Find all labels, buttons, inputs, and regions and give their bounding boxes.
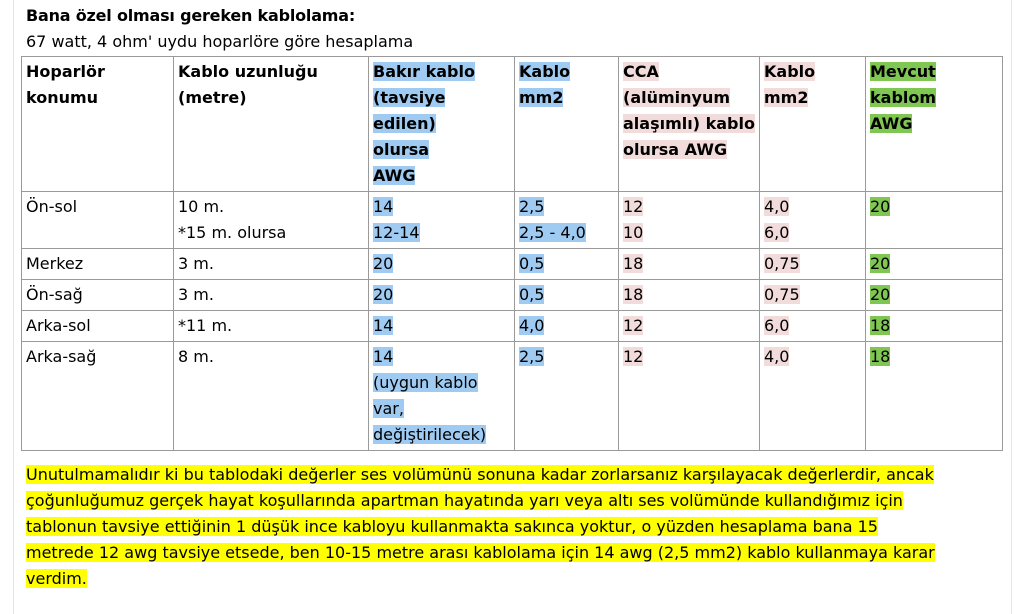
cell-bakir-awg-text: 20 (373, 285, 394, 304)
header-bakir-awg (369, 57, 515, 192)
cell-bakir-mm2-line (519, 194, 614, 220)
cell-uzunluk-line (178, 194, 364, 220)
header-bakir-mm2-text: mm2 (519, 88, 564, 107)
header-uzunluk-text: Kablo uzunluğu (178, 62, 318, 81)
cell-cca-mm2-text: 6,0 (764, 223, 790, 242)
note-line (26, 566, 1016, 592)
cell-uzunluk-text: 3 m. (178, 254, 214, 273)
cell-mevcut (866, 249, 1003, 280)
document-subtitle: 67 watt, 4 ohm' uydu hoparlöre göre hesaplama (26, 32, 414, 51)
header-uzunluk-line (178, 85, 364, 111)
cell-bakir-awg-line (373, 344, 510, 370)
header-bakir-awg-text: olursa (373, 140, 430, 159)
cell-bakir-awg-text: 14 (373, 316, 394, 335)
cell-cca-awg-line (623, 344, 755, 370)
cell-uzunluk (174, 311, 369, 342)
table-row (22, 192, 1003, 249)
header-uzunluk-text: (metre) (178, 88, 247, 107)
cell-cca-mm2-text: 0,75 (764, 254, 800, 273)
cell-konum (22, 342, 174, 451)
cell-mevcut-text: 18 (870, 316, 891, 335)
cell-bakir-awg (369, 192, 515, 249)
cell-konum-text: Arka-sol (26, 316, 91, 335)
cell-cca-mm2-line (764, 282, 861, 308)
cell-mevcut (866, 192, 1003, 249)
cell-cca-awg-text: 12 (623, 316, 644, 335)
cabling-table (21, 56, 1003, 451)
cell-bakir-awg-line (373, 313, 510, 339)
cell-bakir-mm2-line (519, 282, 614, 308)
cell-mevcut-text: 18 (870, 347, 891, 366)
cell-bakir-mm2-text: 0,5 (519, 254, 545, 273)
cell-uzunluk-text: 8 m. (178, 347, 214, 366)
header-cca-mm2-line (764, 59, 861, 85)
cell-konum-line (26, 344, 169, 370)
note-text: Unutulmamalıdır ki bu tablodaki değerler ses volümünü sonuna kadar zorlarsanız karşılayacak değerlerdir, ancak (26, 465, 934, 484)
cell-uzunluk-text: *15 m. olursa (178, 223, 287, 242)
cell-cca-awg-text: 12 (623, 347, 644, 366)
cell-konum-text: Merkez (26, 254, 84, 273)
cell-cca-mm2-text: 4,0 (764, 347, 790, 366)
cell-bakir-mm2-line (519, 251, 614, 277)
cell-konum (22, 280, 174, 311)
cell-bakir-mm2 (515, 311, 619, 342)
cell-bakir-mm2-line (519, 344, 614, 370)
cell-mevcut (866, 311, 1003, 342)
cell-uzunluk-text: 10 m. (178, 197, 225, 216)
cell-bakir-awg-line (373, 282, 510, 308)
header-bakir-mm2-text: Kablo (519, 62, 571, 81)
note-text: verdim. (26, 569, 87, 588)
cell-cca-awg-line (623, 220, 755, 246)
cell-bakir-awg-line (373, 220, 510, 246)
header-mevcut-text: Mevcut (870, 62, 936, 81)
header-cca-awg-line (623, 137, 755, 163)
header-cca-awg-line (623, 85, 755, 111)
cell-konum (22, 311, 174, 342)
cell-mevcut (866, 280, 1003, 311)
header-cca-awg (619, 57, 760, 192)
cell-bakir-mm2 (515, 192, 619, 249)
note-line (26, 540, 1016, 566)
header-cca-awg-line (623, 111, 755, 137)
header-konum-line (26, 59, 169, 85)
cell-cca-awg (619, 280, 760, 311)
cell-cca-awg-text: 18 (623, 254, 644, 273)
cell-bakir-awg-text: değiştirilecek) (373, 425, 487, 444)
header-bakir-awg-line (373, 163, 510, 189)
cell-cca-mm2-text: 0,75 (764, 285, 800, 304)
cell-uzunluk (174, 342, 369, 451)
header-mevcut-line (870, 85, 998, 111)
table-row (22, 311, 1003, 342)
note-text: çoğunluğumuz gerçek hayat koşullarında apartman hayatında yarı veya altı ses volümünde kullandığımız için (26, 491, 903, 510)
cell-cca-awg-line (623, 313, 755, 339)
header-cca-awg-line (623, 59, 755, 85)
header-bakir-mm2-line (519, 59, 614, 85)
cell-cca-mm2 (760, 311, 866, 342)
cell-cca-mm2-line (764, 220, 861, 246)
cell-mevcut-line (870, 344, 998, 370)
header-cca-awg-text: olursa AWG (623, 140, 728, 159)
header-mevcut (866, 57, 1003, 192)
cell-uzunluk-text: 3 m. (178, 285, 214, 304)
cell-bakir-mm2 (515, 249, 619, 280)
cell-mevcut-text: 20 (870, 285, 891, 304)
cell-uzunluk (174, 192, 369, 249)
header-cca-awg-text: alaşımlı) kablo (623, 114, 755, 133)
cell-bakir-mm2-text: 2,5 (519, 347, 545, 366)
cell-konum (22, 249, 174, 280)
cell-uzunluk (174, 249, 369, 280)
cell-konum-line (26, 251, 169, 277)
header-konum (22, 57, 174, 192)
header-mevcut-line (870, 111, 998, 137)
cell-uzunluk-line (178, 344, 364, 370)
header-bakir-mm2 (515, 57, 619, 192)
cell-mevcut-text: 20 (870, 254, 891, 273)
cell-bakir-awg (369, 249, 515, 280)
table-header-row (22, 57, 1003, 192)
header-konum-text: Hoparlör (26, 62, 105, 81)
header-bakir-mm2-line (519, 85, 614, 111)
note-line (26, 514, 1016, 540)
note-line (26, 488, 1016, 514)
table-body (22, 192, 1003, 451)
note-text: metrede 12 awg tavsiye etsede, ben 10-15 metre arası kablolama için 14 awg (2,5 mm2) kablo kullanmaya karar (26, 543, 935, 562)
cell-konum-text: Ön-sağ (26, 285, 83, 304)
cell-bakir-awg-line (373, 370, 510, 396)
cell-cca-awg (619, 249, 760, 280)
table-row (22, 249, 1003, 280)
cell-bakir-awg (369, 311, 515, 342)
cell-bakir-awg-text: (uygun kablo (373, 373, 478, 392)
cell-mevcut-line (870, 194, 998, 220)
header-bakir-awg-text: Bakır kablo (373, 62, 475, 81)
cell-cca-mm2-text: 4,0 (764, 197, 790, 216)
cell-uzunluk-line (178, 282, 364, 308)
header-cca-mm2 (760, 57, 866, 192)
document-title: Bana özel olması gereken kablolama: (26, 6, 356, 25)
page-left-edge (13, 0, 14, 614)
cell-bakir-mm2-text: 0,5 (519, 285, 545, 304)
cell-bakir-awg-text: var, (373, 399, 404, 418)
cell-mevcut-line (870, 251, 998, 277)
cell-cca-mm2-text: 6,0 (764, 316, 790, 335)
cell-konum-line (26, 313, 169, 339)
header-cca-mm2-text: mm2 (764, 88, 809, 107)
cell-konum (22, 192, 174, 249)
cell-mevcut (866, 342, 1003, 451)
cell-cca-awg-line (623, 194, 755, 220)
cell-cca-awg (619, 192, 760, 249)
cell-uzunluk-line (178, 251, 364, 277)
header-cca-mm2-text: Kablo (764, 62, 816, 81)
table-row (22, 280, 1003, 311)
cell-bakir-awg-text: 14 (373, 197, 394, 216)
header-cca-mm2-line (764, 85, 861, 111)
cell-bakir-mm2-text: 2,5 - 4,0 (519, 223, 586, 242)
cell-bakir-mm2-text: 4,0 (519, 316, 545, 335)
cell-cca-awg-text: 10 (623, 223, 644, 242)
cell-cca-awg-line (623, 251, 755, 277)
cell-bakir-awg-line (373, 396, 510, 422)
header-bakir-awg-line (373, 59, 510, 85)
cell-uzunluk-line (178, 220, 364, 246)
cell-mevcut-line (870, 282, 998, 308)
cell-bakir-awg-line (373, 194, 510, 220)
cell-cca-mm2 (760, 342, 866, 451)
cell-konum-line (26, 282, 169, 308)
header-bakir-awg-line (373, 137, 510, 163)
cell-bakir-awg-text: 12-14 (373, 223, 420, 242)
note-paragraph (26, 462, 1016, 592)
header-cca-awg-text: (alüminyum (623, 88, 731, 107)
header-bakir-awg-text: (tavsiye edilen) (373, 88, 446, 133)
header-mevcut-text: AWG (870, 114, 913, 133)
header-bakir-awg-line (373, 85, 510, 137)
cell-cca-awg-text: 18 (623, 285, 644, 304)
cell-bakir-awg-line (373, 422, 510, 448)
cell-cca-mm2 (760, 280, 866, 311)
cell-cca-mm2-line (764, 313, 861, 339)
cell-konum-text: Ön-sol (26, 197, 78, 216)
header-konum-line (26, 85, 169, 111)
header-uzunluk-line (178, 59, 364, 85)
cell-bakir-awg-text: 20 (373, 254, 394, 273)
cell-cca-mm2-line (764, 251, 861, 277)
cell-cca-mm2 (760, 249, 866, 280)
cell-konum-text: Arka-sağ (26, 347, 97, 366)
cell-bakir-mm2 (515, 280, 619, 311)
header-cca-awg-text: CCA (623, 62, 659, 81)
cell-bakir-mm2-line (519, 220, 614, 246)
header-mevcut-text: kablom (870, 88, 937, 107)
cell-bakir-awg (369, 342, 515, 451)
header-bakir-awg-text: AWG (373, 166, 416, 185)
cell-bakir-awg-text: 14 (373, 347, 394, 366)
cell-cca-awg (619, 311, 760, 342)
cell-uzunluk (174, 280, 369, 311)
cell-mevcut-text: 20 (870, 197, 891, 216)
cell-cca-mm2-line (764, 344, 861, 370)
cell-cca-mm2-line (764, 194, 861, 220)
cell-bakir-mm2 (515, 342, 619, 451)
header-konum-text: konumu (26, 88, 99, 107)
cell-bakir-awg-line (373, 251, 510, 277)
cell-cca-awg-line (623, 282, 755, 308)
note-line (26, 462, 1016, 488)
header-uzunluk (174, 57, 369, 192)
cell-konum-line (26, 194, 169, 220)
table-row (22, 342, 1003, 451)
cell-cca-awg-text: 12 (623, 197, 644, 216)
cell-cca-mm2 (760, 192, 866, 249)
cell-uzunluk-text: *11 m. (178, 316, 233, 335)
header-mevcut-line (870, 59, 998, 85)
cell-bakir-mm2-text: 2,5 (519, 197, 545, 216)
note-text: tablonun tavsiye ettiğinin 1 düşük ince kabloyu kullanmakta sakınca yoktur, o yüzden hesaplama bana 15 (26, 517, 878, 536)
cell-mevcut-line (870, 313, 998, 339)
cell-bakir-mm2-line (519, 313, 614, 339)
cell-cca-awg (619, 342, 760, 451)
cell-bakir-awg (369, 280, 515, 311)
cell-uzunluk-line (178, 313, 364, 339)
